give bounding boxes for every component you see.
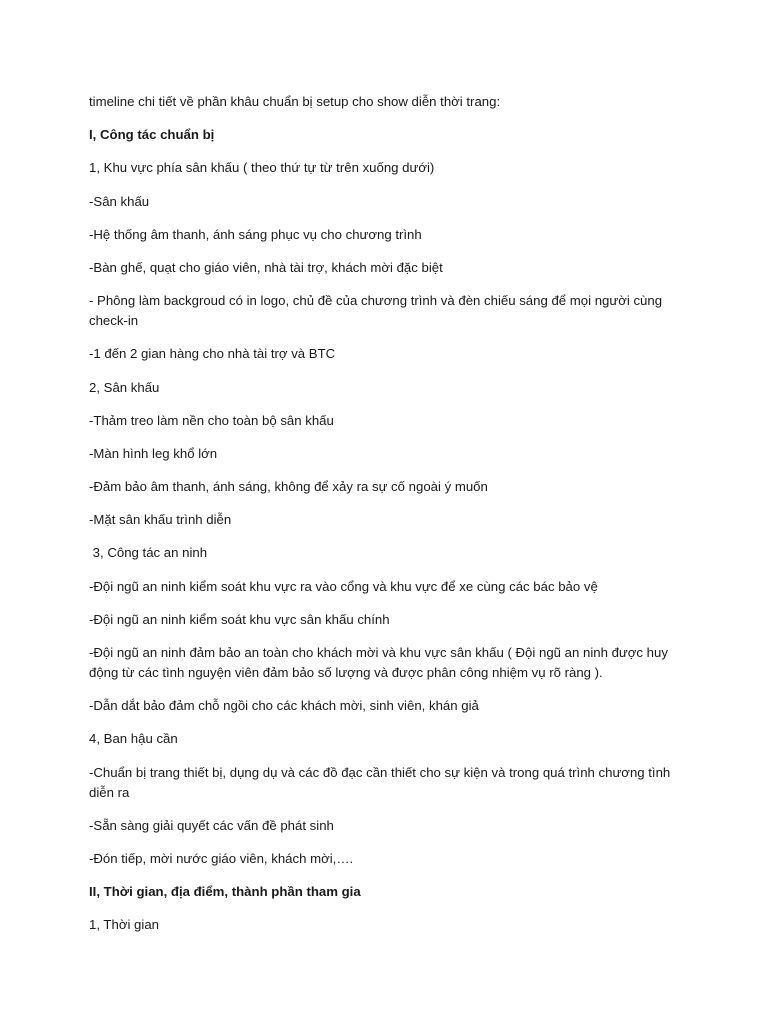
subsection-security: 3, Công tác an ninh (89, 545, 208, 561)
document-body (89, 92, 689, 949)
list-item: -Màn hình leg khổ lớn (89, 445, 218, 461)
list-item: -Đội ngũ an ninh kiểm soát khu vực sân khấu chính (89, 611, 390, 627)
list-item: -Sẵn sàng giải quyết các vấn đề phát sinh (89, 817, 334, 833)
list-item: -Đảm bảo âm thanh, ánh sáng, không để xảy ra sự cố ngoài ý muốn (89, 479, 488, 495)
subsection-stage: 2, Sân khấu (89, 379, 160, 395)
section-heading-time-place: II, Thời gian, địa điểm, thành phần tham gia (89, 884, 361, 900)
list-item: -Bàn ghế, quạt cho giáo viên, nhà tài trợ, khách mời đặc biệt (89, 259, 443, 275)
list-item: -Hệ thống âm thanh, ánh sáng phục vụ cho chương trình (89, 226, 422, 242)
list-item: -Thảm treo làm nền cho toàn bộ sân khấu (89, 412, 334, 428)
list-item: -1 đến 2 gian hàng cho nhà tài trợ và BTC (89, 346, 336, 362)
list-item: -Đón tiếp, mời nước giáo viên, khách mời,…. (89, 850, 354, 866)
list-item: -Mặt sân khấu trình diễn (89, 512, 232, 528)
subsection-logistics: 4, Ban hậu cần (89, 731, 178, 747)
section-heading-preparation: I, Công tác chuẩn bị (89, 127, 215, 143)
list-item: -Đội ngũ an ninh kiểm soát khu vực ra vào cổng và khu vực để xe cùng các bác bảo vệ (89, 578, 598, 594)
subsection-stage-area: 1, Khu vực phía sân khấu ( theo thứ tự từ trên xuống dưới) (89, 160, 435, 176)
list-item: - Phông làm backgroud có in logo, chủ đề của chương trình và đèn chiếu sáng để mọi người cùng check-in (89, 293, 666, 329)
doc-intro-line: timeline chi tiết về phần khâu chuẩn bị setup cho show diễn thời trang: (89, 94, 501, 109)
list-item: -Sân khấu (89, 193, 150, 209)
list-item: -Đội ngũ an ninh đảm bảo an toàn cho khách mời và khu vực sân khấu ( Đội ngũ an ninh được huy động từ các tình nguyện viên đảm bảo số lượng và được phân công nhiệm vụ rõ ràng ). (89, 645, 672, 680)
subsection-time: 1, Thời gian (89, 917, 159, 933)
list-item: -Chuẩn bị trang thiết bị, dụng dụ và các đồ đạc cần thiết cho sự kiện và trong quá trình chương tình diễn ra (89, 764, 674, 800)
list-item: -Dẫn dắt bảo đảm chỗ ngồi cho các khách mời, sinh viên, khán giả (89, 698, 479, 714)
